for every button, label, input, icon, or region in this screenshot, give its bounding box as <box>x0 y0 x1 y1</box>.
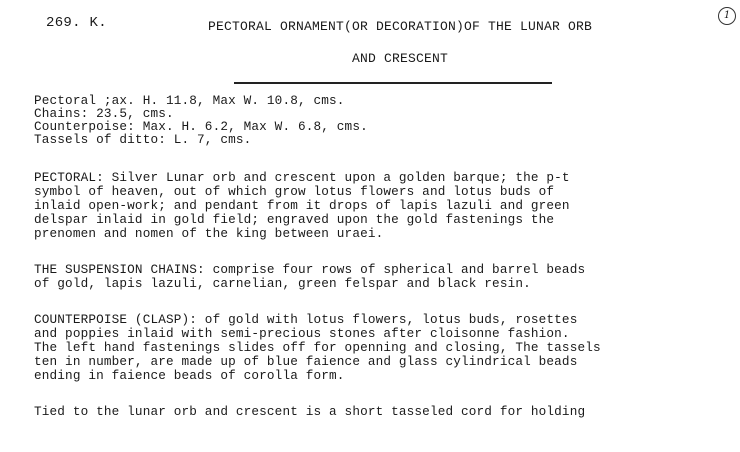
dimension-line: Counterpoise: Max. H. 6.2, Max W. 6.8, cms. <box>34 119 368 134</box>
closing-text-line: Tied to the lunar orb and crescent is a short tasseled cord for holding <box>34 404 586 419</box>
counterpoise-text-line: The left hand fastenings slides off for openning and closing, The tassels <box>34 340 601 355</box>
pectoral-text-line: inlaid open-work; and pendant from it drops of lapis lazuli and green <box>34 198 570 213</box>
dimension-line: Pectoral ;ax. H. 11.8, Max W. 10.8, cms. <box>34 93 345 108</box>
dimension-line: Tassels of ditto: L. 7, cms. <box>34 132 252 147</box>
counterpoise-text-line: COUNTERPOISE (CLASP): of gold with lotus flowers, lotus buds, rosettes <box>34 312 578 327</box>
title-underline <box>234 82 552 84</box>
counterpoise-text-line: ending in faience beads of corolla form. <box>34 368 345 383</box>
counterpoise-text-line: and poppies inlaid with semi-precious stones after cloisonne fashion. <box>34 326 570 341</box>
pectoral-text-line: delspar inlaid in gold field; engraved upon the gold fastenings the <box>34 212 555 227</box>
chains-text-line: of gold, lapis lazuli, carnelian, green felspar and black resin. <box>34 276 531 291</box>
pectoral-text-line: PECTORAL: Silver Lunar orb and crescent upon a golden barque; the p-t <box>34 170 570 185</box>
counterpoise-text-line: ten in number, are made up of blue faience and glass cylindrical beads <box>34 354 578 369</box>
chains-text-line: THE SUSPENSION CHAINS: comprise four rows of spherical and barrel beads <box>34 262 586 277</box>
pectoral-text-line: prenomen and nomen of the king between uraei. <box>34 226 384 241</box>
catalog-number: 269. K. <box>46 15 107 31</box>
title-line-1: PECTORAL ORNAMENT(OR DECORATION)OF THE LUNAR ORB <box>207 19 593 34</box>
title-line-2: AND CRESCENT <box>351 51 448 66</box>
pectoral-text-line: symbol of heaven, out of which grow lotus flowers and lotus buds of <box>34 184 555 199</box>
dimension-line: Chains: 23.5, cms. <box>34 106 174 121</box>
page-number-mark: 1 <box>718 7 736 25</box>
